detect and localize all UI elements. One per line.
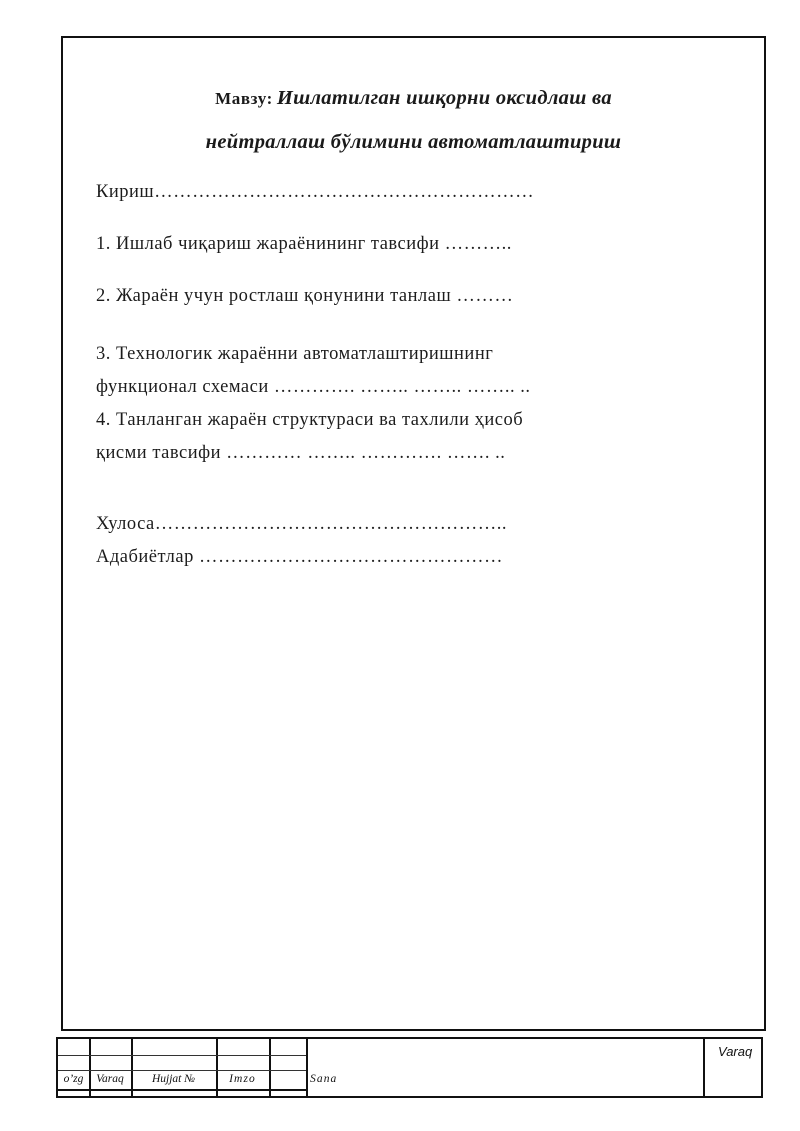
title-block-divider-2 (131, 1039, 133, 1096)
title-block-cell-sana: Sana (310, 1073, 338, 1085)
page-title (63, 78, 764, 162)
title-block-divider-3 (216, 1039, 218, 1096)
document-page-frame (61, 36, 766, 1031)
toc-entry-3-line1: 3. Технологик жараённи автоматлаштиришнинг (96, 344, 494, 364)
title-block-divider-1 (89, 1039, 91, 1096)
table-of-contents (96, 182, 716, 574)
title-block-cell-ozg: o’zg (63, 1073, 84, 1085)
title-block-sheet-label: Varaq (718, 1044, 753, 1059)
title-block (56, 1037, 763, 1098)
page-title-line2: нейтраллаш бўлимини автоматлаштириш (205, 131, 622, 153)
toc-entry-2: 2. Жараён учун ростлаш қонунини танлаш ……… (96, 286, 514, 306)
title-block-divider-sheet (703, 1039, 705, 1096)
title-block-grid (58, 1039, 761, 1096)
toc-entry-4-line1: 4. Танланган жараён структураси ва тахлили ҳисоб (96, 410, 524, 430)
page-title-line1: Ишлатилган ишқорни оксидлаш ва (276, 87, 612, 109)
title-block-cell-imzo: Imzo (229, 1073, 256, 1085)
title-block-divider-4 (269, 1039, 271, 1096)
page-title-label: Мавзу: (215, 89, 273, 108)
toc-entry-references: Адабиётлар ………………………………………… (96, 547, 503, 567)
toc-entry-4-line2: қисми тавсифи ………… …….. …………. ……. .. (96, 443, 506, 463)
title-block-rule-1 (58, 1055, 306, 1056)
title-block-rule-2 (58, 1070, 306, 1071)
title-block-rule-3 (58, 1089, 306, 1091)
toc-entry-1: 1. Ишлаб чиқариш жараёнининг тавсифи ……….. (96, 234, 512, 254)
toc-entry-3-line2: функционал схемаси …………. …….. …….. …….. .. (96, 377, 531, 397)
title-block-cell-hujjat: Hujjat № (151, 1073, 196, 1085)
title-block-cell-varaq: Varaq (96, 1073, 124, 1085)
toc-entry-conclusion: Хулоса……………………………………………….. (96, 514, 508, 534)
toc-entry-intro: Кириш…………………………………………………… (96, 182, 535, 202)
